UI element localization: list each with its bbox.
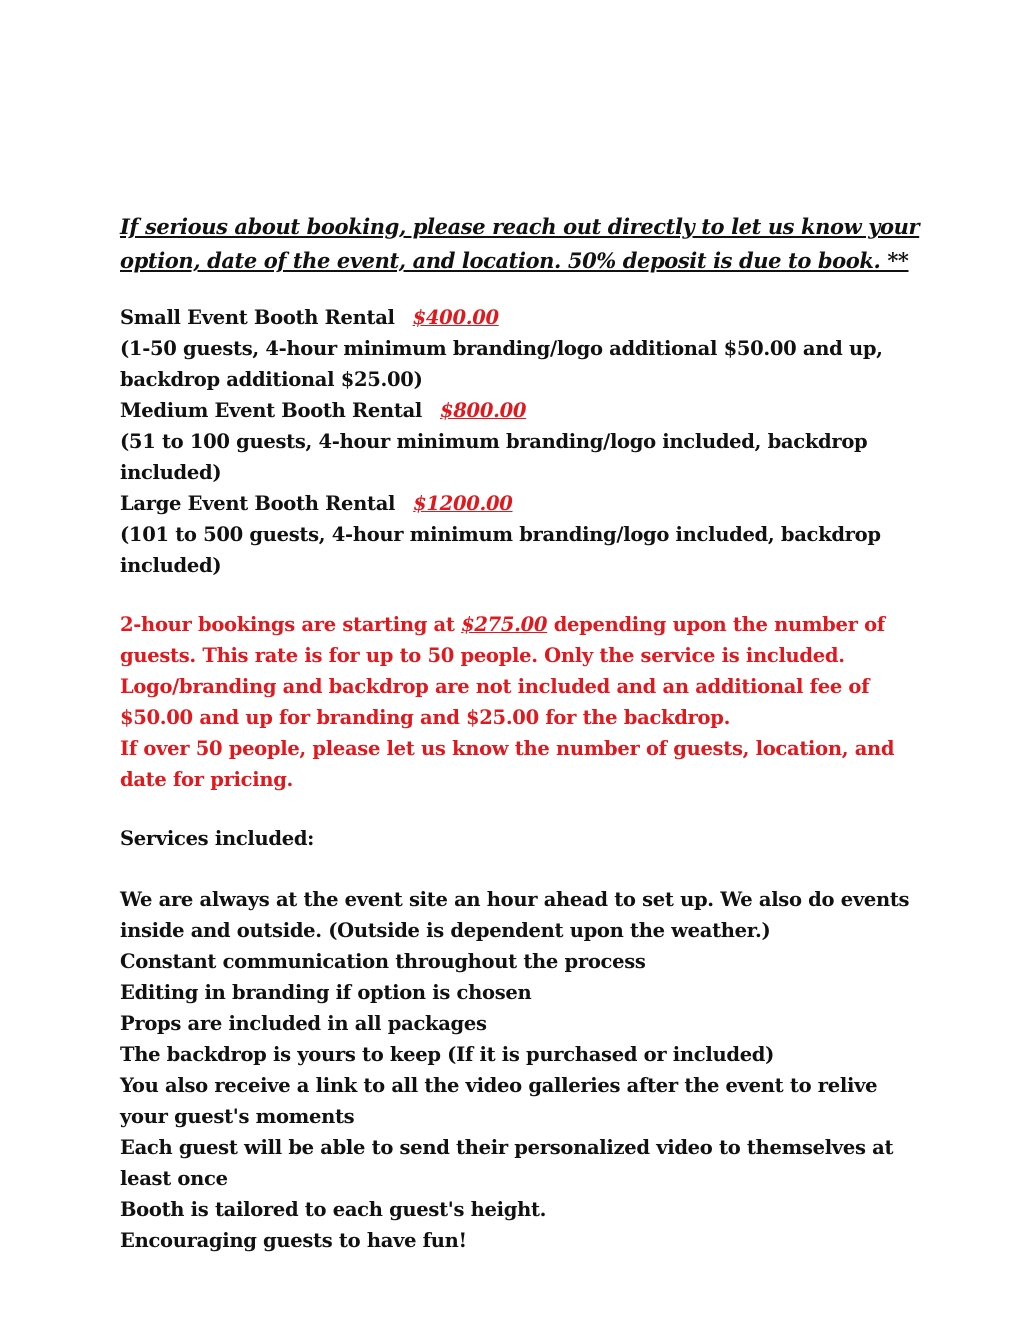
list-item: Props are included in all packages (120, 1012, 487, 1035)
small-package-row (120, 302, 920, 333)
over-50-note: If over 50 people, please let us know the number of guests, location, and date for pricing. (120, 737, 895, 791)
small-package-label: Small Event Booth Rental (120, 306, 395, 329)
list-item: Editing in branding if option is chosen (120, 981, 532, 1004)
list-item: Booth is tailored to each guest's height. (120, 1198, 547, 1221)
booking-notice: If serious about booking, please reach out directly to let us know your option, date of the event, and location. 50% deposit is due to book. ** (120, 214, 920, 273)
two-hour-rest: depending upon the number of guests. This rate is for up to 50 people. Only the service is included. Logo/branding and backdrop are not included and an additional fee of $50.00 and up for branding and $25.00 for the backdrop. (120, 613, 885, 729)
medium-package-label: Medium Event Booth Rental (120, 399, 423, 422)
two-hour-paragraph (120, 609, 920, 733)
large-package-price: $1200.00 (413, 492, 513, 515)
medium-package-details: (51 to 100 guests, 4-hour minimum branding/logo included, backdrop included) (120, 430, 868, 484)
two-hour-price: $275.00 (461, 613, 548, 636)
medium-package-price: $800.00 (440, 399, 527, 422)
large-package-details: (101 to 500 guests, 4-hour minimum branding/logo included, backdrop included) (120, 523, 881, 577)
large-package-row (120, 488, 920, 519)
list-item: You also receive a link to all the video galleries after the event to relive your guest's moments (120, 1074, 878, 1128)
list-item: The backdrop is yours to keep (If it is purchased or included) (120, 1043, 775, 1066)
services-heading: Services included: (120, 827, 315, 850)
small-package-details: (1-50 guests, 4-hour minimum branding/logo additional $50.00 and up, backdrop additional $25.00) (120, 337, 883, 391)
medium-package-row (120, 395, 920, 426)
two-hour-intro: 2-hour bookings are starting at (120, 613, 455, 636)
list-item: We are always at the event site an hour ahead to set up. We also do events inside and outside. (Outside is dependent upon the weather.) (120, 888, 910, 942)
small-package-price: $400.00 (412, 306, 499, 329)
packages-section (120, 302, 920, 581)
list-item: Each guest will be able to send their personalized video to themselves at least once (120, 1136, 894, 1190)
list-item: Encouraging guests to have fun! (120, 1229, 467, 1252)
services-list (120, 884, 920, 1256)
two-hour-section (120, 609, 920, 795)
document-page (120, 210, 920, 1256)
list-item: Constant communication throughout the process (120, 950, 646, 973)
large-package-label: Large Event Booth Rental (120, 492, 396, 515)
